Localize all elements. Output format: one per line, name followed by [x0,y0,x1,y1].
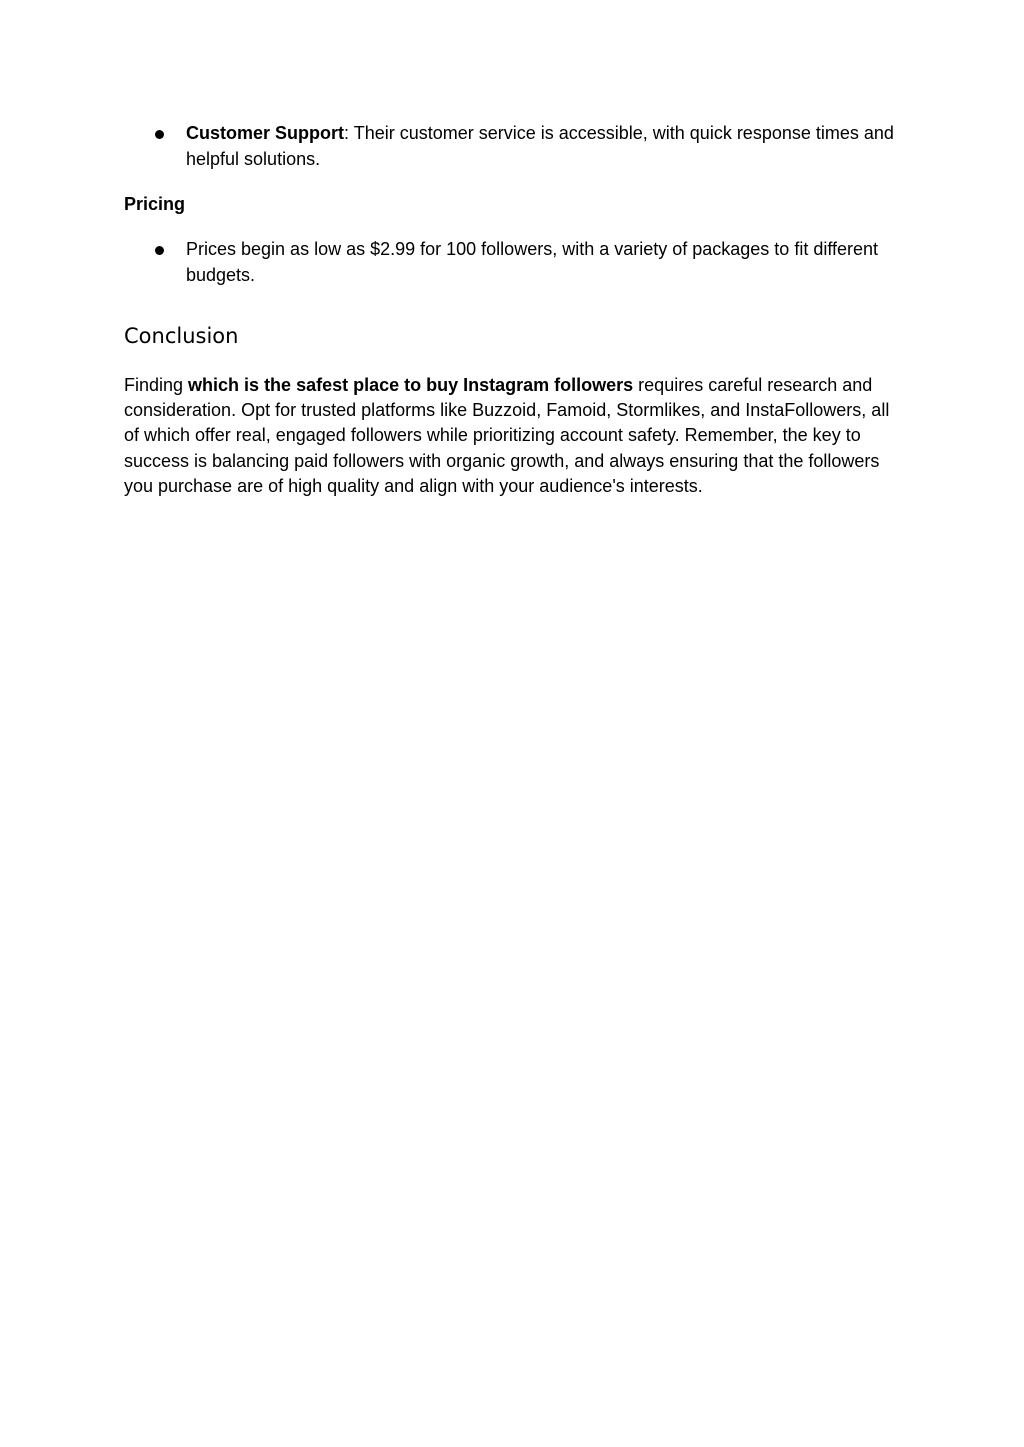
list-item-text: : Their customer service is accessible, with quick response times and helpful solutions. [186,123,894,169]
list-item-bold-label: Customer Support [186,123,345,143]
paragraph-text-rest: requires careful research and consideration. Opt for trusted platforms like Buzzoid, Famoid, Stormlikes, and InstaFollowers, all of which offer real, engaged followers while prioritizing account safety. Remember, the key to success is balancing paid followers with organic growth, and always ensuring that the followers you purchase are of high quality and align with your audience's interests. [124,375,890,496]
features-bullet-list [124,121,904,172]
list-item-text: Prices begin as low as $2.99 for 100 followers, with a variety of packages to fit different budgets. [186,239,879,285]
paragraph-bold-keyword: which is the safest place to buy Instagram followers [188,375,634,395]
conclusion-heading: Conclusion [124,324,239,348]
bullet-icon [155,246,164,255]
paragraph-text-start: Finding [124,375,189,395]
pricing-heading: Pricing [124,194,186,214]
pricing-bullet-list [124,237,904,288]
bullet-icon [155,130,164,139]
list-item-pricing [124,237,904,288]
list-item-customer-support [124,121,904,172]
conclusion-paragraph [124,373,899,499]
